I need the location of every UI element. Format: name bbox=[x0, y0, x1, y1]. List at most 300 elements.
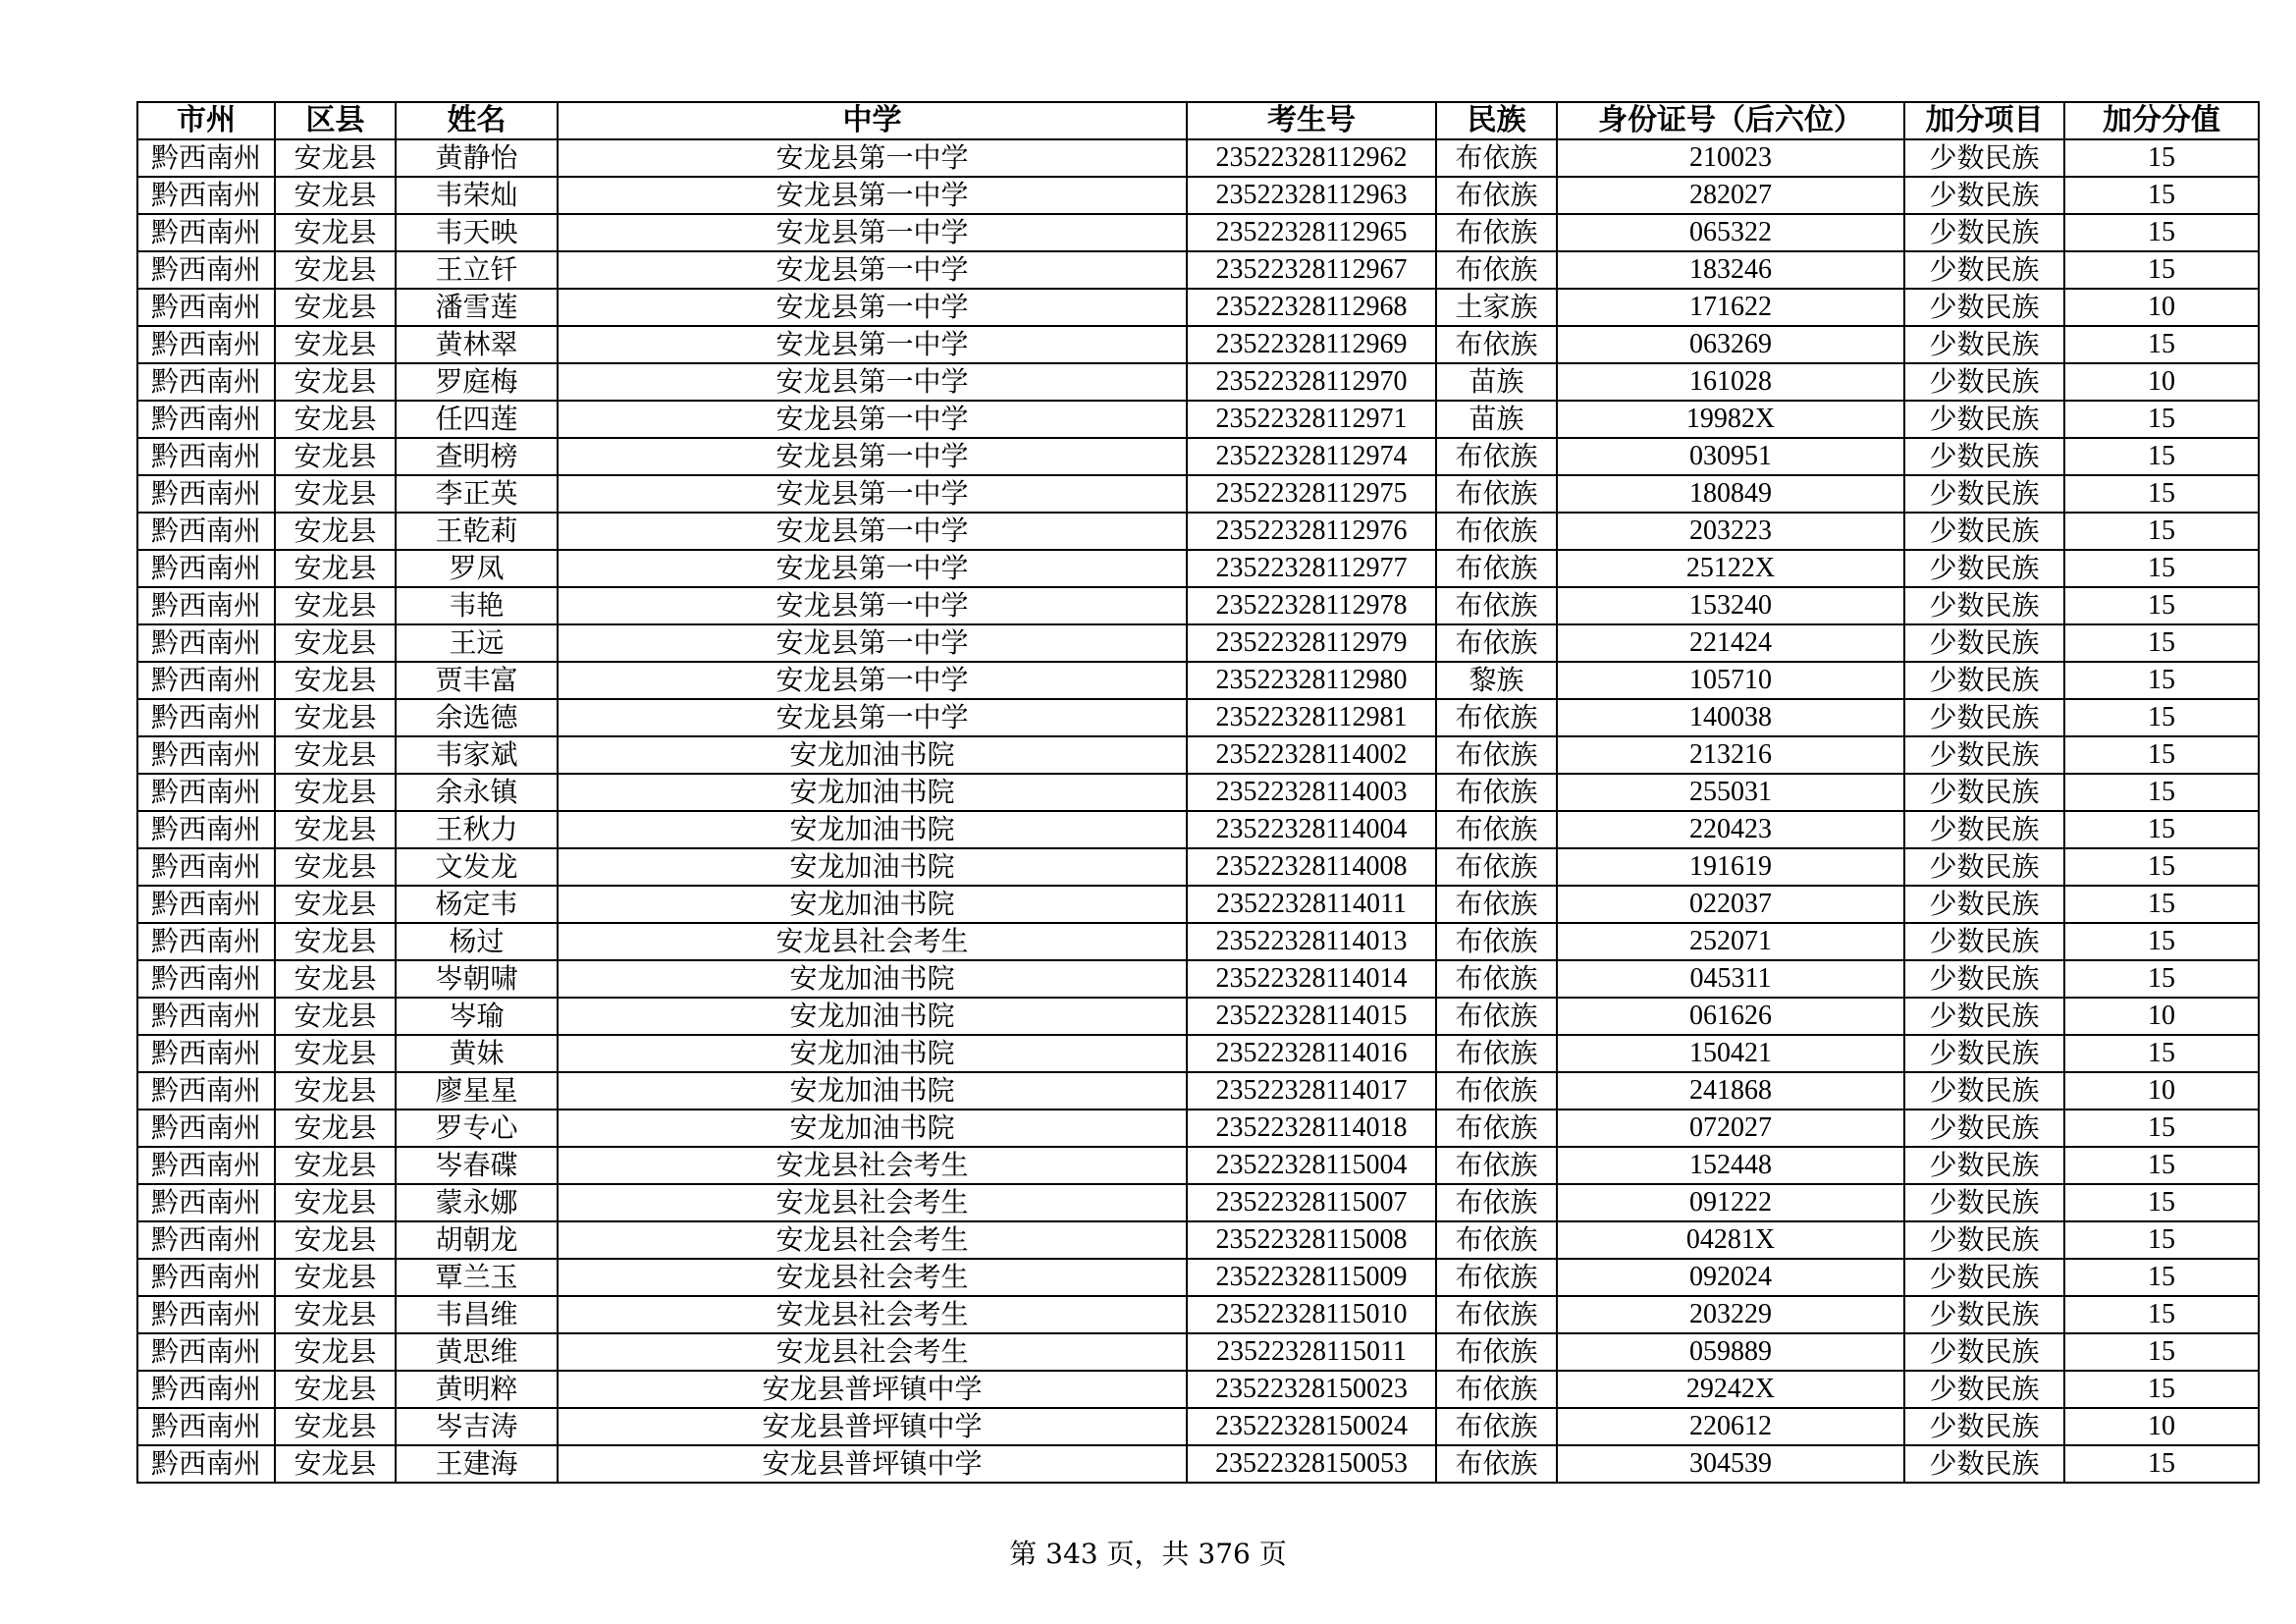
cell-id-last-six: 105710 bbox=[1557, 662, 1904, 699]
cell-name: 黄明粹 bbox=[396, 1371, 558, 1408]
cell-bonus-points: 15 bbox=[2064, 1371, 2259, 1408]
cell-bonus-points: 15 bbox=[2064, 886, 2259, 923]
cell-bonus-points: 10 bbox=[2064, 998, 2259, 1035]
cell-id-last-six: 252071 bbox=[1557, 923, 1904, 960]
cell-bonus-points: 15 bbox=[2064, 774, 2259, 811]
cell-exam-number: 23522328114013 bbox=[1187, 923, 1436, 960]
cell-school: 安龙加油书院 bbox=[558, 1035, 1187, 1072]
table-row bbox=[137, 251, 2259, 289]
cell-id-last-six: 191619 bbox=[1557, 848, 1904, 886]
cell-city: 黔西南州 bbox=[137, 886, 275, 923]
cell-bonus-points: 15 bbox=[2064, 1110, 2259, 1147]
table-row bbox=[137, 1445, 2259, 1483]
cell-name: 黄林翠 bbox=[396, 326, 558, 363]
cell-county: 安龙县 bbox=[275, 513, 396, 550]
cell-name: 罗庭梅 bbox=[396, 363, 558, 401]
cell-name: 杨过 bbox=[396, 923, 558, 960]
cell-id-last-six: 030951 bbox=[1557, 438, 1904, 475]
cell-ethnicity: 布依族 bbox=[1436, 1333, 1557, 1371]
cell-id-last-six: 183246 bbox=[1557, 251, 1904, 289]
cell-ethnicity: 布依族 bbox=[1436, 1147, 1557, 1184]
cell-bonus-points: 15 bbox=[2064, 139, 2259, 177]
table-row bbox=[137, 214, 2259, 251]
cell-county: 安龙县 bbox=[275, 1147, 396, 1184]
cell-bonus-item: 少数民族 bbox=[1904, 214, 2064, 251]
cell-bonus-item: 少数民族 bbox=[1904, 960, 2064, 998]
cell-bonus-item: 少数民族 bbox=[1904, 662, 2064, 699]
cell-school: 安龙县社会考生 bbox=[558, 923, 1187, 960]
cell-city: 黔西南州 bbox=[137, 177, 275, 214]
cell-ethnicity: 布依族 bbox=[1436, 1035, 1557, 1072]
cell-city: 黔西南州 bbox=[137, 438, 275, 475]
cell-id-last-six: 304539 bbox=[1557, 1445, 1904, 1483]
cell-bonus-item: 少数民族 bbox=[1904, 513, 2064, 550]
cell-city: 黔西南州 bbox=[137, 736, 275, 774]
cell-name: 贾丰富 bbox=[396, 662, 558, 699]
cell-id-last-six: 091222 bbox=[1557, 1184, 1904, 1221]
cell-bonus-item: 少数民族 bbox=[1904, 251, 2064, 289]
cell-school: 安龙县第一中学 bbox=[558, 587, 1187, 624]
cell-bonus-points: 15 bbox=[2064, 251, 2259, 289]
cell-ethnicity: 布依族 bbox=[1436, 1259, 1557, 1296]
cell-bonus-points: 15 bbox=[2064, 960, 2259, 998]
cell-ethnicity: 布依族 bbox=[1436, 774, 1557, 811]
table-row bbox=[137, 475, 2259, 513]
table-body bbox=[137, 139, 2259, 1483]
cell-school: 安龙县第一中学 bbox=[558, 139, 1187, 177]
cell-id-last-six: 203223 bbox=[1557, 513, 1904, 550]
cell-bonus-item: 少数民族 bbox=[1904, 401, 2064, 438]
cell-bonus-points: 15 bbox=[2064, 1035, 2259, 1072]
cell-city: 黔西南州 bbox=[137, 774, 275, 811]
cell-bonus-points: 15 bbox=[2064, 1184, 2259, 1221]
cell-exam-number: 23522328114003 bbox=[1187, 774, 1436, 811]
cell-exam-number: 23522328150024 bbox=[1187, 1408, 1436, 1445]
cell-exam-number: 23522328114002 bbox=[1187, 736, 1436, 774]
cell-school: 安龙县第一中学 bbox=[558, 363, 1187, 401]
cell-school: 安龙县第一中学 bbox=[558, 475, 1187, 513]
cell-city: 黔西南州 bbox=[137, 960, 275, 998]
cell-name: 文发龙 bbox=[396, 848, 558, 886]
table-row bbox=[137, 438, 2259, 475]
cell-county: 安龙县 bbox=[275, 1296, 396, 1333]
cell-bonus-item: 少数民族 bbox=[1904, 736, 2064, 774]
cell-ethnicity: 布依族 bbox=[1436, 998, 1557, 1035]
cell-bonus-item: 少数民族 bbox=[1904, 1408, 2064, 1445]
table-row bbox=[137, 289, 2259, 326]
cell-bonus-points: 15 bbox=[2064, 438, 2259, 475]
cell-bonus-points: 15 bbox=[2064, 326, 2259, 363]
header-school: 中学 bbox=[558, 102, 1187, 139]
cell-bonus-item: 少数民族 bbox=[1904, 139, 2064, 177]
cell-ethnicity: 布依族 bbox=[1436, 513, 1557, 550]
cell-bonus-item: 少数民族 bbox=[1904, 699, 2064, 736]
cell-city: 黔西南州 bbox=[137, 289, 275, 326]
cell-exam-number: 23522328112980 bbox=[1187, 662, 1436, 699]
cell-bonus-points: 15 bbox=[2064, 662, 2259, 699]
cell-county: 安龙县 bbox=[275, 811, 396, 848]
cell-exam-number: 23522328112979 bbox=[1187, 624, 1436, 662]
cell-bonus-item: 少数民族 bbox=[1904, 624, 2064, 662]
cell-bonus-item: 少数民族 bbox=[1904, 1296, 2064, 1333]
cell-school: 安龙县社会考生 bbox=[558, 1333, 1187, 1371]
cell-county: 安龙县 bbox=[275, 1259, 396, 1296]
table-row bbox=[137, 886, 2259, 923]
cell-city: 黔西南州 bbox=[137, 1371, 275, 1408]
cell-id-last-six: 171622 bbox=[1557, 289, 1904, 326]
cell-county: 安龙县 bbox=[275, 1072, 396, 1110]
cell-city: 黔西南州 bbox=[137, 624, 275, 662]
cell-ethnicity: 布依族 bbox=[1436, 1296, 1557, 1333]
cell-county: 安龙县 bbox=[275, 624, 396, 662]
cell-city: 黔西南州 bbox=[137, 1408, 275, 1445]
cell-name: 岑吉涛 bbox=[396, 1408, 558, 1445]
cell-bonus-item: 少数民族 bbox=[1904, 811, 2064, 848]
cell-city: 黔西南州 bbox=[137, 1147, 275, 1184]
cell-name: 余选德 bbox=[396, 699, 558, 736]
cell-name: 韦昌维 bbox=[396, 1296, 558, 1333]
cell-school: 安龙县普坪镇中学 bbox=[558, 1408, 1187, 1445]
table-row bbox=[137, 587, 2259, 624]
cell-exam-number: 23522328114018 bbox=[1187, 1110, 1436, 1147]
cell-exam-number: 23522328112967 bbox=[1187, 251, 1436, 289]
cell-city: 黔西南州 bbox=[137, 1445, 275, 1483]
cell-county: 安龙县 bbox=[275, 923, 396, 960]
cell-exam-number: 23522328114017 bbox=[1187, 1072, 1436, 1110]
cell-bonus-points: 15 bbox=[2064, 475, 2259, 513]
cell-bonus-item: 少数民族 bbox=[1904, 438, 2064, 475]
cell-county: 安龙县 bbox=[275, 1445, 396, 1483]
cell-city: 黔西南州 bbox=[137, 214, 275, 251]
cell-name: 岑瑜 bbox=[396, 998, 558, 1035]
cell-ethnicity: 布依族 bbox=[1436, 1408, 1557, 1445]
cell-bonus-points: 15 bbox=[2064, 550, 2259, 587]
cell-city: 黔西南州 bbox=[137, 1333, 275, 1371]
cell-name: 韦艳 bbox=[396, 587, 558, 624]
cell-id-last-six: 153240 bbox=[1557, 587, 1904, 624]
cell-school: 安龙县社会考生 bbox=[558, 1259, 1187, 1296]
cell-school: 安龙加油书院 bbox=[558, 960, 1187, 998]
cell-exam-number: 23522328115007 bbox=[1187, 1184, 1436, 1221]
cell-school: 安龙县第一中学 bbox=[558, 624, 1187, 662]
cell-exam-number: 23522328114016 bbox=[1187, 1035, 1436, 1072]
cell-bonus-item: 少数民族 bbox=[1904, 1110, 2064, 1147]
table-row bbox=[137, 326, 2259, 363]
header-id-last-six: 身份证号（后六位） bbox=[1557, 102, 1904, 139]
cell-county: 安龙县 bbox=[275, 736, 396, 774]
cell-ethnicity: 布依族 bbox=[1436, 550, 1557, 587]
cell-city: 黔西南州 bbox=[137, 1296, 275, 1333]
table-row bbox=[137, 624, 2259, 662]
cell-exam-number: 23522328114004 bbox=[1187, 811, 1436, 848]
cell-school: 安龙加油书院 bbox=[558, 774, 1187, 811]
cell-city: 黔西南州 bbox=[137, 923, 275, 960]
cell-county: 安龙县 bbox=[275, 139, 396, 177]
cell-exam-number: 23522328115004 bbox=[1187, 1147, 1436, 1184]
table-row bbox=[137, 550, 2259, 587]
cell-name: 罗凤 bbox=[396, 550, 558, 587]
table-row bbox=[137, 736, 2259, 774]
header-bonus-item: 加分项目 bbox=[1904, 102, 2064, 139]
cell-bonus-points: 15 bbox=[2064, 401, 2259, 438]
cell-name: 查明榜 bbox=[396, 438, 558, 475]
cell-name: 黄静怡 bbox=[396, 139, 558, 177]
table-row bbox=[137, 774, 2259, 811]
cell-county: 安龙县 bbox=[275, 289, 396, 326]
cell-bonus-item: 少数民族 bbox=[1904, 1147, 2064, 1184]
cell-school: 安龙加油书院 bbox=[558, 886, 1187, 923]
cell-city: 黔西南州 bbox=[137, 848, 275, 886]
table-row bbox=[137, 848, 2259, 886]
cell-ethnicity: 布依族 bbox=[1436, 139, 1557, 177]
table-row bbox=[137, 1110, 2259, 1147]
cell-school: 安龙县第一中学 bbox=[558, 251, 1187, 289]
cell-ethnicity: 黎族 bbox=[1436, 662, 1557, 699]
table-row bbox=[137, 1333, 2259, 1371]
cell-name: 王乾莉 bbox=[396, 513, 558, 550]
cell-city: 黔西南州 bbox=[137, 401, 275, 438]
cell-county: 安龙县 bbox=[275, 848, 396, 886]
table-row bbox=[137, 1035, 2259, 1072]
cell-id-last-six: 282027 bbox=[1557, 177, 1904, 214]
cell-id-last-six: 061626 bbox=[1557, 998, 1904, 1035]
cell-ethnicity: 布依族 bbox=[1436, 1445, 1557, 1483]
cell-name: 杨定韦 bbox=[396, 886, 558, 923]
cell-bonus-item: 少数民族 bbox=[1904, 848, 2064, 886]
cell-county: 安龙县 bbox=[275, 1371, 396, 1408]
cell-exam-number: 23522328115010 bbox=[1187, 1296, 1436, 1333]
cell-school: 安龙加油书院 bbox=[558, 811, 1187, 848]
cell-exam-number: 23522328114014 bbox=[1187, 960, 1436, 998]
cell-bonus-item: 少数民族 bbox=[1904, 1445, 2064, 1483]
cell-bonus-points: 15 bbox=[2064, 177, 2259, 214]
cell-city: 黔西南州 bbox=[137, 1184, 275, 1221]
cell-county: 安龙县 bbox=[275, 550, 396, 587]
cell-ethnicity: 布依族 bbox=[1436, 923, 1557, 960]
cell-exam-number: 23522328112962 bbox=[1187, 139, 1436, 177]
header-exam-number: 考生号 bbox=[1187, 102, 1436, 139]
cell-bonus-points: 15 bbox=[2064, 587, 2259, 624]
cell-id-last-six: 19982X bbox=[1557, 401, 1904, 438]
cell-id-last-six: 203229 bbox=[1557, 1296, 1904, 1333]
cell-ethnicity: 布依族 bbox=[1436, 1371, 1557, 1408]
cell-ethnicity: 布依族 bbox=[1436, 438, 1557, 475]
cell-bonus-item: 少数民族 bbox=[1904, 886, 2064, 923]
cell-name: 岑朝啸 bbox=[396, 960, 558, 998]
cell-city: 黔西南州 bbox=[137, 550, 275, 587]
cell-id-last-six: 255031 bbox=[1557, 774, 1904, 811]
cell-ethnicity: 布依族 bbox=[1436, 848, 1557, 886]
cell-id-last-six: 04281X bbox=[1557, 1221, 1904, 1259]
cell-school: 安龙县社会考生 bbox=[558, 1296, 1187, 1333]
cell-school: 安龙县第一中学 bbox=[558, 662, 1187, 699]
cell-name: 王建海 bbox=[396, 1445, 558, 1483]
table-row bbox=[137, 1259, 2259, 1296]
table-row bbox=[137, 662, 2259, 699]
cell-county: 安龙县 bbox=[275, 214, 396, 251]
cell-county: 安龙县 bbox=[275, 587, 396, 624]
cell-bonus-points: 15 bbox=[2064, 1333, 2259, 1371]
cell-ethnicity: 布依族 bbox=[1436, 699, 1557, 736]
table-row bbox=[137, 363, 2259, 401]
cell-bonus-item: 少数民族 bbox=[1904, 1035, 2064, 1072]
table-row bbox=[137, 811, 2259, 848]
cell-county: 安龙县 bbox=[275, 177, 396, 214]
cell-bonus-item: 少数民族 bbox=[1904, 363, 2064, 401]
table-row bbox=[137, 1147, 2259, 1184]
cell-city: 黔西南州 bbox=[137, 513, 275, 550]
cell-exam-number: 23522328150023 bbox=[1187, 1371, 1436, 1408]
cell-school: 安龙县第一中学 bbox=[558, 289, 1187, 326]
cell-county: 安龙县 bbox=[275, 662, 396, 699]
cell-county: 安龙县 bbox=[275, 960, 396, 998]
cell-city: 黔西南州 bbox=[137, 1259, 275, 1296]
cell-city: 黔西南州 bbox=[137, 1035, 275, 1072]
cell-school: 安龙加油书院 bbox=[558, 1072, 1187, 1110]
cell-school: 安龙县第一中学 bbox=[558, 513, 1187, 550]
cell-bonus-points: 10 bbox=[2064, 289, 2259, 326]
cell-bonus-item: 少数民族 bbox=[1904, 1259, 2064, 1296]
cell-city: 黔西南州 bbox=[137, 662, 275, 699]
cell-bonus-item: 少数民族 bbox=[1904, 1371, 2064, 1408]
cell-county: 安龙县 bbox=[275, 1221, 396, 1259]
cell-bonus-item: 少数民族 bbox=[1904, 1072, 2064, 1110]
bonus-points-table bbox=[136, 101, 2260, 1484]
cell-ethnicity: 布依族 bbox=[1436, 1072, 1557, 1110]
cell-ethnicity: 苗族 bbox=[1436, 363, 1557, 401]
cell-bonus-points: 15 bbox=[2064, 1259, 2259, 1296]
cell-exam-number: 23522328150053 bbox=[1187, 1445, 1436, 1483]
cell-bonus-points: 15 bbox=[2064, 624, 2259, 662]
cell-school: 安龙县第一中学 bbox=[558, 550, 1187, 587]
table-row bbox=[137, 1408, 2259, 1445]
cell-city: 黔西南州 bbox=[137, 251, 275, 289]
header-ethnicity: 民族 bbox=[1436, 102, 1557, 139]
cell-name: 黄妹 bbox=[396, 1035, 558, 1072]
cell-ethnicity: 布依族 bbox=[1436, 475, 1557, 513]
cell-ethnicity: 苗族 bbox=[1436, 401, 1557, 438]
cell-bonus-points: 15 bbox=[2064, 1221, 2259, 1259]
cell-exam-number: 23522328112976 bbox=[1187, 513, 1436, 550]
cell-bonus-item: 少数民族 bbox=[1904, 289, 2064, 326]
cell-bonus-points: 10 bbox=[2064, 1072, 2259, 1110]
cell-name: 韦天映 bbox=[396, 214, 558, 251]
table-row bbox=[137, 1221, 2259, 1259]
cell-id-last-six: 059889 bbox=[1557, 1333, 1904, 1371]
cell-school: 安龙县社会考生 bbox=[558, 1147, 1187, 1184]
cell-exam-number: 23522328114008 bbox=[1187, 848, 1436, 886]
cell-ethnicity: 布依族 bbox=[1436, 624, 1557, 662]
table-row bbox=[137, 1296, 2259, 1333]
cell-name: 任四莲 bbox=[396, 401, 558, 438]
cell-bonus-item: 少数民族 bbox=[1904, 923, 2064, 960]
cell-name: 蒙永娜 bbox=[396, 1184, 558, 1221]
cell-id-last-six: 152448 bbox=[1557, 1147, 1904, 1184]
cell-bonus-item: 少数民族 bbox=[1904, 587, 2064, 624]
cell-id-last-six: 241868 bbox=[1557, 1072, 1904, 1110]
cell-county: 安龙县 bbox=[275, 1184, 396, 1221]
cell-bonus-item: 少数民族 bbox=[1904, 1221, 2064, 1259]
cell-bonus-points: 15 bbox=[2064, 923, 2259, 960]
cell-city: 黔西南州 bbox=[137, 998, 275, 1035]
cell-city: 黔西南州 bbox=[137, 475, 275, 513]
cell-exam-number: 23522328112970 bbox=[1187, 363, 1436, 401]
cell-bonus-item: 少数民族 bbox=[1904, 475, 2064, 513]
cell-id-last-six: 210023 bbox=[1557, 139, 1904, 177]
cell-county: 安龙县 bbox=[275, 326, 396, 363]
cell-name: 余永镇 bbox=[396, 774, 558, 811]
cell-school: 安龙加油书院 bbox=[558, 1110, 1187, 1147]
cell-city: 黔西南州 bbox=[137, 587, 275, 624]
cell-ethnicity: 布依族 bbox=[1436, 960, 1557, 998]
header-city: 市州 bbox=[137, 102, 275, 139]
cell-city: 黔西南州 bbox=[137, 1072, 275, 1110]
cell-id-last-six: 25122X bbox=[1557, 550, 1904, 587]
cell-ethnicity: 布依族 bbox=[1436, 886, 1557, 923]
cell-ethnicity: 布依族 bbox=[1436, 326, 1557, 363]
cell-id-last-six: 180849 bbox=[1557, 475, 1904, 513]
cell-bonus-item: 少数民族 bbox=[1904, 1333, 2064, 1371]
cell-school: 安龙县普坪镇中学 bbox=[558, 1445, 1187, 1483]
cell-bonus-points: 15 bbox=[2064, 1147, 2259, 1184]
header-bonus-points: 加分分值 bbox=[2064, 102, 2259, 139]
cell-county: 安龙县 bbox=[275, 1110, 396, 1147]
cell-bonus-item: 少数民族 bbox=[1904, 550, 2064, 587]
cell-name: 韦家斌 bbox=[396, 736, 558, 774]
cell-exam-number: 23522328112978 bbox=[1187, 587, 1436, 624]
cell-name: 岑春碟 bbox=[396, 1147, 558, 1184]
cell-exam-number: 23522328112965 bbox=[1187, 214, 1436, 251]
cell-bonus-points: 10 bbox=[2064, 363, 2259, 401]
cell-county: 安龙县 bbox=[275, 1408, 396, 1445]
cell-exam-number: 23522328112968 bbox=[1187, 289, 1436, 326]
cell-county: 安龙县 bbox=[275, 475, 396, 513]
cell-exam-number: 23522328112969 bbox=[1187, 326, 1436, 363]
cell-county: 安龙县 bbox=[275, 886, 396, 923]
cell-school: 安龙加油书院 bbox=[558, 736, 1187, 774]
cell-exam-number: 23522328112975 bbox=[1187, 475, 1436, 513]
cell-id-last-six: 045311 bbox=[1557, 960, 1904, 998]
cell-school: 安龙县第一中学 bbox=[558, 438, 1187, 475]
cell-school: 安龙加油书院 bbox=[558, 998, 1187, 1035]
cell-school: 安龙加油书院 bbox=[558, 848, 1187, 886]
cell-bonus-item: 少数民族 bbox=[1904, 998, 2064, 1035]
header-name: 姓名 bbox=[396, 102, 558, 139]
cell-city: 黔西南州 bbox=[137, 1110, 275, 1147]
cell-exam-number: 23522328115011 bbox=[1187, 1333, 1436, 1371]
cell-name: 韦荣灿 bbox=[396, 177, 558, 214]
cell-bonus-points: 15 bbox=[2064, 214, 2259, 251]
cell-id-last-six: 161028 bbox=[1557, 363, 1904, 401]
cell-county: 安龙县 bbox=[275, 363, 396, 401]
cell-county: 安龙县 bbox=[275, 1333, 396, 1371]
table-row bbox=[137, 998, 2259, 1035]
cell-id-last-six: 022037 bbox=[1557, 886, 1904, 923]
cell-id-last-six: 072027 bbox=[1557, 1110, 1904, 1147]
cell-county: 安龙县 bbox=[275, 774, 396, 811]
cell-school: 安龙县第一中学 bbox=[558, 699, 1187, 736]
cell-bonus-item: 少数民族 bbox=[1904, 1184, 2064, 1221]
cell-id-last-six: 220423 bbox=[1557, 811, 1904, 848]
cell-county: 安龙县 bbox=[275, 438, 396, 475]
table-row bbox=[137, 401, 2259, 438]
table-row bbox=[137, 1371, 2259, 1408]
cell-ethnicity: 土家族 bbox=[1436, 289, 1557, 326]
cell-bonus-points: 10 bbox=[2064, 1408, 2259, 1445]
cell-county: 安龙县 bbox=[275, 1035, 396, 1072]
cell-city: 黔西南州 bbox=[137, 363, 275, 401]
cell-city: 黔西南州 bbox=[137, 811, 275, 848]
